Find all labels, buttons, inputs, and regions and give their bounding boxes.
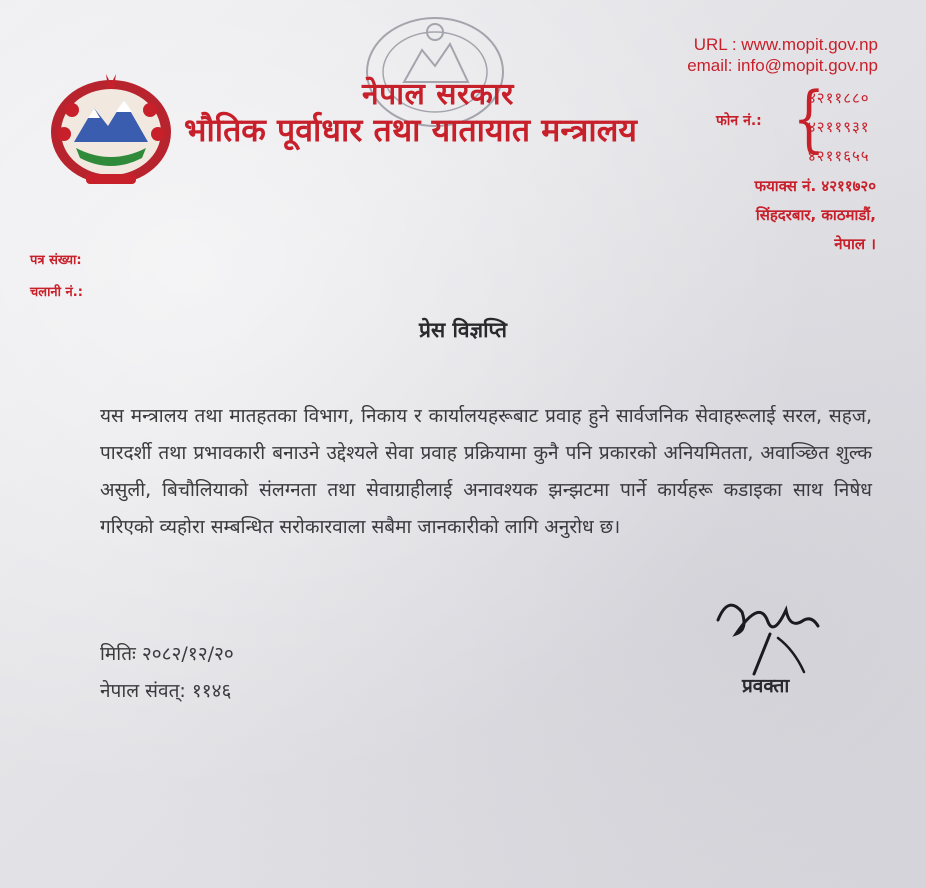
address-line: सिंहदरबार, काठमाडौं, bbox=[755, 206, 876, 224]
reference-fields bbox=[30, 245, 83, 309]
website-url[interactable]: URL : www.mopit.gov.np bbox=[693, 35, 878, 54]
signature-icon bbox=[708, 590, 828, 680]
contact-block bbox=[687, 34, 878, 76]
fax-number: फयाक्स नं. ४२११७२० bbox=[754, 177, 876, 195]
notice-title: प्रेस विज्ञप्ति bbox=[419, 318, 507, 342]
issue-date: मितिः २०८२/१२/२० bbox=[100, 643, 234, 665]
government-name: नेपाल सरकार bbox=[362, 77, 514, 112]
letter-number-label: पत्र संख्या: bbox=[30, 253, 82, 268]
notice-body: यस मन्त्रालय तथा मातहतका विभाग, निकाय र कार्यालयहरूबाट प्रवाह हुने सार्वजनिक सेवाहरूलाई सरल, सहज, पारदर्शी तथा प्रभावकारी बनाउने उद्देश्यले सेवा प्रवाह प्रक्रियामा कुनै पनि प्रकारको अनियमितता, अवाञ्छित शुल्क असुली, बिचौलियाको संलग्नता तथा सेवाग्राहीलाई अनावश्यक झन्झटमा पार्ने कार्यहरू कडाइका साथ निषेध गरिएको व्यहोरा सम्बन्धित सरोकारवाला सबैमा जानकारीको लागि अनुरोध छ। bbox=[100, 405, 872, 538]
phone-label: फोन नं.: bbox=[716, 113, 762, 129]
phone-number: ४२११६५५ bbox=[808, 147, 870, 165]
nepal-emblem-icon bbox=[46, 70, 176, 190]
dispatch-number-label: चलानी नं.: bbox=[30, 285, 83, 300]
signatory-title: प्रवक्ता bbox=[742, 675, 790, 697]
address-line: नेपाल । bbox=[834, 235, 876, 253]
brace-icon: { bbox=[792, 76, 825, 160]
phone-number: ४२११९३१ bbox=[808, 118, 870, 136]
email-address[interactable]: email: info@mopit.gov.np bbox=[687, 56, 878, 75]
phone-numbers bbox=[808, 84, 870, 171]
phone-number: ४२११८८० bbox=[808, 89, 870, 107]
ministry-name: भौतिक पूर्वाधार तथा यातायात मन्त्रालय bbox=[184, 111, 637, 149]
nepal-samvat-year: नेपाल संवत्: ११४६ bbox=[100, 680, 232, 702]
address-block bbox=[755, 172, 876, 259]
date-block bbox=[100, 636, 234, 710]
